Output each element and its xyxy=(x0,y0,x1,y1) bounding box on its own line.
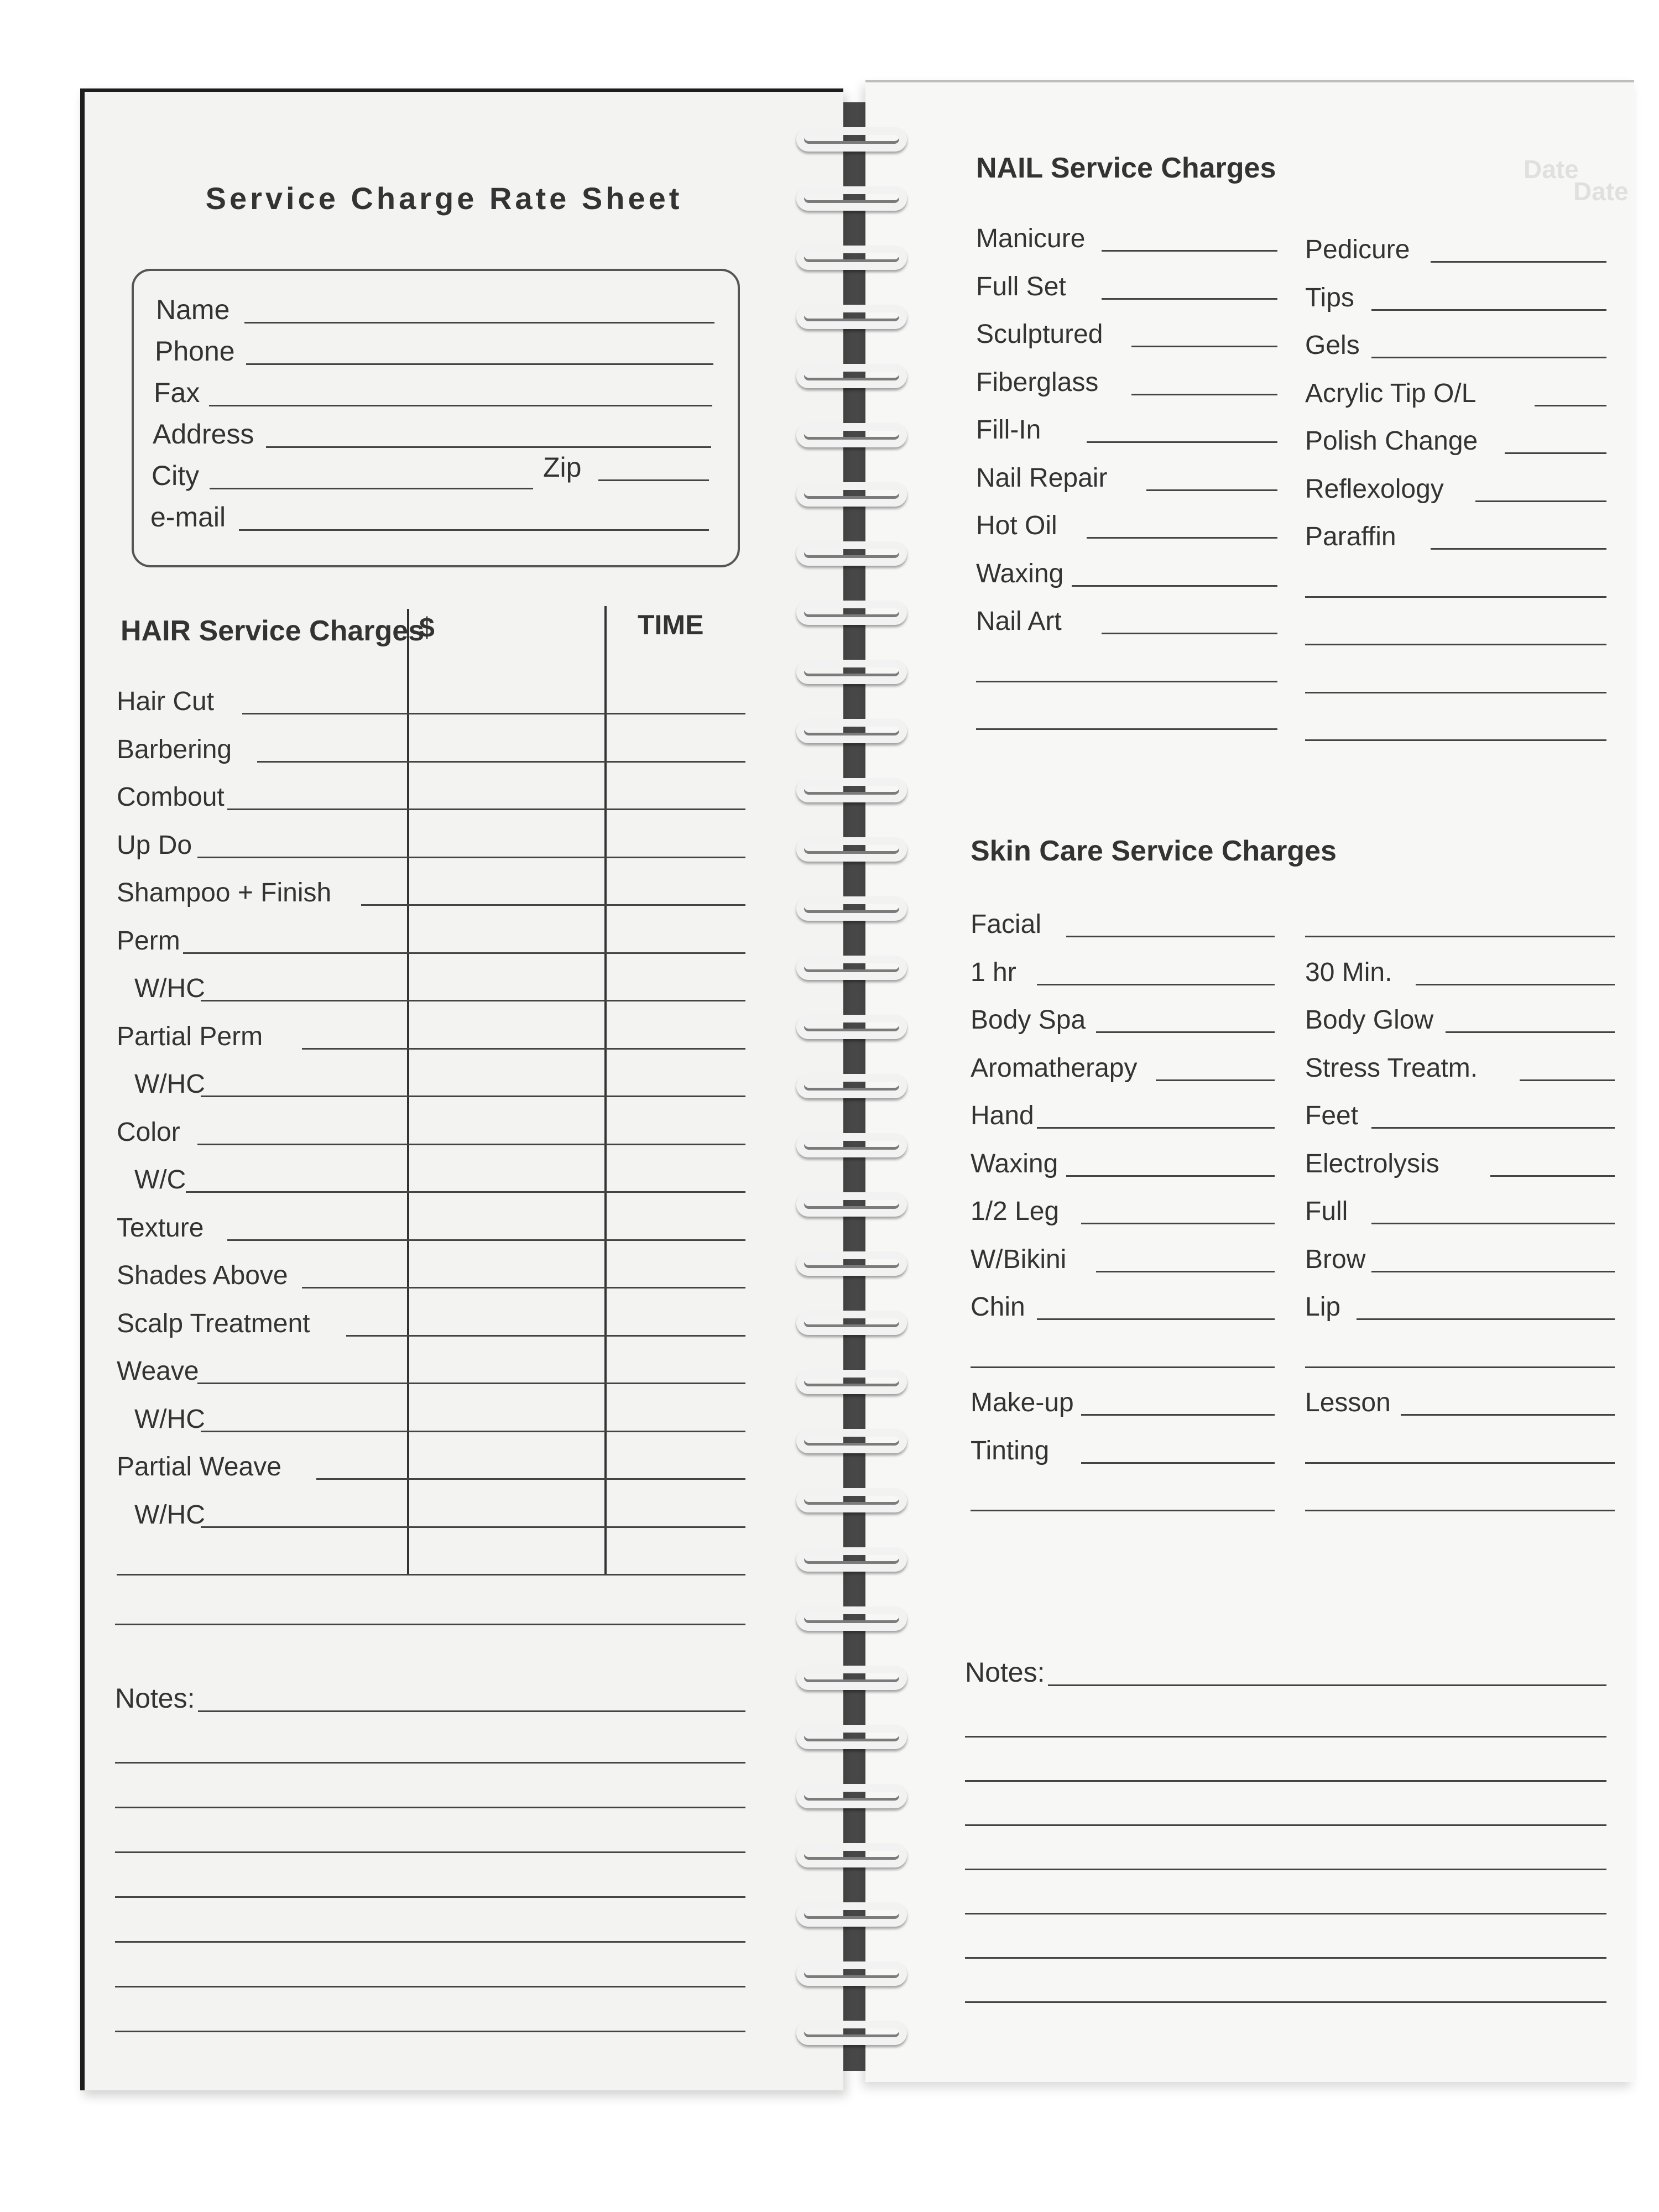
hair-service-row[interactable] xyxy=(117,1103,745,1151)
item-label: Fiberglass xyxy=(976,367,1099,397)
entry-line xyxy=(1156,1079,1275,1081)
entry-line xyxy=(1535,405,1606,406)
entry-line xyxy=(971,1366,1275,1368)
entry-line xyxy=(1371,309,1606,311)
nail-service-row[interactable] xyxy=(1305,221,1606,268)
entry-line xyxy=(1087,537,1277,539)
hair-service-row[interactable] xyxy=(117,1438,745,1485)
notes-line[interactable] xyxy=(965,1736,1606,1738)
entry-line xyxy=(1305,739,1606,741)
hair-service-row[interactable] xyxy=(117,864,745,911)
entry-line xyxy=(257,761,745,763)
entry-line xyxy=(1305,1462,1615,1464)
item-label: Aromatherapy xyxy=(971,1053,1138,1083)
nail-service-row[interactable] xyxy=(1305,316,1606,364)
item-label: Tips xyxy=(1305,283,1354,312)
hair-service-row[interactable] xyxy=(117,1008,745,1055)
skin-service-row[interactable] xyxy=(971,1230,1275,1278)
bleed-through-text: Date xyxy=(1573,177,1629,206)
skin-service-row[interactable] xyxy=(971,1039,1275,1087)
notes-line xyxy=(198,1710,745,1712)
item-label: Fill-In xyxy=(976,415,1041,445)
skin-service-row[interactable] xyxy=(971,1182,1275,1230)
spiral-ring xyxy=(796,541,907,566)
item-label: Waxing xyxy=(971,1149,1058,1178)
spiral-ring xyxy=(796,1370,907,1394)
skin-service-row[interactable] xyxy=(1305,1469,1615,1517)
notes-line[interactable] xyxy=(115,1762,745,1764)
item-label: Lesson xyxy=(1305,1388,1391,1417)
entry-line xyxy=(1102,633,1277,634)
zip-line xyxy=(598,479,709,481)
skin-service-row[interactable] xyxy=(1305,1182,1615,1230)
item-label: Tinting xyxy=(971,1436,1050,1465)
spiral-ring xyxy=(796,1133,907,1157)
skin-service-row[interactable] xyxy=(1305,1422,1615,1469)
entry-line xyxy=(201,1000,745,1001)
item-label: Brow xyxy=(1305,1244,1366,1274)
entry-line xyxy=(1305,1366,1615,1368)
phone-label: Phone xyxy=(155,336,235,367)
item-label: W/HC xyxy=(134,974,205,1003)
skin-service-row[interactable] xyxy=(1305,895,1615,943)
hair-service-row[interactable] xyxy=(134,1151,745,1198)
fax-label: Fax xyxy=(154,377,200,408)
email-label: e-mail xyxy=(150,502,226,533)
item-label: Partial Perm xyxy=(117,1021,263,1051)
nail-service-row[interactable] xyxy=(976,449,1277,497)
entry-line xyxy=(1102,250,1277,252)
entry-line xyxy=(1072,585,1277,587)
entry-line xyxy=(1131,394,1277,395)
entry-line xyxy=(1357,1318,1615,1320)
notes-line[interactable] xyxy=(115,1807,745,1808)
nail-service-row[interactable] xyxy=(976,592,1277,640)
entry-line xyxy=(1305,692,1606,693)
hair-service-row[interactable] xyxy=(134,959,745,1007)
fax-field[interactable] xyxy=(154,379,712,412)
entry-line xyxy=(1371,1127,1615,1129)
bleed-through-text: Date xyxy=(1524,155,1579,184)
spiral-ring xyxy=(796,1843,907,1867)
hair-service-row[interactable] xyxy=(117,672,745,720)
entry-line xyxy=(1102,298,1277,300)
entry-line xyxy=(1037,984,1275,985)
nail-heading: NAIL Service Charges xyxy=(976,152,1276,184)
hair-service-row[interactable] xyxy=(117,1199,745,1246)
item-label: Shades Above xyxy=(117,1261,288,1290)
entry-line xyxy=(976,681,1277,682)
nail-service-row[interactable] xyxy=(1305,460,1606,508)
spiral-ring xyxy=(796,186,907,211)
spiral-ring xyxy=(796,1015,907,1039)
entry-line xyxy=(1431,548,1606,550)
item-label: Reflexology xyxy=(1305,474,1444,504)
item-label: Barbering xyxy=(117,734,232,764)
entry-line xyxy=(183,952,745,954)
item-label: 30 Min. xyxy=(1305,957,1392,987)
spiral-ring xyxy=(796,482,907,507)
item-label: Lip xyxy=(1305,1292,1341,1322)
entry-line xyxy=(316,1478,745,1480)
item-label: Manicure xyxy=(976,224,1086,253)
spiral-ring xyxy=(796,837,907,862)
spiral-ring xyxy=(796,1192,907,1217)
spiral-ring xyxy=(796,1251,907,1276)
name-field[interactable] xyxy=(156,296,714,329)
item-label: W/HC xyxy=(134,1500,205,1530)
notes-line[interactable] xyxy=(965,1824,1606,1826)
page-title: Service Charge Rate Sheet xyxy=(205,181,683,216)
city-line xyxy=(210,488,533,489)
skin-service-row[interactable] xyxy=(971,943,1275,991)
address-label: Address xyxy=(153,419,254,450)
spiral-ring xyxy=(796,1666,907,1690)
skin-service-row[interactable] xyxy=(971,1469,1275,1517)
notes-line[interactable] xyxy=(965,1869,1606,1870)
zip-field[interactable] xyxy=(543,453,709,487)
notes-line[interactable] xyxy=(115,1896,745,1898)
spiral-ring xyxy=(796,1725,907,1749)
entry-line xyxy=(1081,1223,1275,1224)
item-label: Texture xyxy=(117,1213,204,1243)
hair-heading: HAIR Service Charges xyxy=(121,615,425,647)
entry-line xyxy=(242,713,745,714)
zip-label: Zip xyxy=(543,452,582,483)
entry-line xyxy=(201,1526,745,1528)
spiral-ring xyxy=(796,660,907,684)
nail-service-row[interactable] xyxy=(976,258,1277,305)
skin-service-row[interactable] xyxy=(971,1135,1275,1182)
nail-service-row[interactable] xyxy=(1305,364,1606,412)
item-label: Color xyxy=(117,1117,180,1147)
nail-service-row[interactable] xyxy=(976,545,1277,592)
entry-line xyxy=(1037,1127,1275,1129)
email-line xyxy=(239,529,709,531)
item-label: Feet xyxy=(1305,1101,1359,1130)
nail-service-row[interactable] xyxy=(976,305,1277,353)
entry-line xyxy=(361,904,745,906)
nail-service-row[interactable] xyxy=(976,353,1277,401)
item-label: Nail Repair xyxy=(976,463,1108,493)
hair-service-row[interactable] xyxy=(117,721,745,768)
entry-line xyxy=(1475,500,1606,502)
notes-line[interactable] xyxy=(115,1851,745,1853)
nail-service-row[interactable] xyxy=(1305,699,1606,747)
hair-service-row[interactable] xyxy=(134,1390,745,1438)
spiral-ring xyxy=(796,1606,907,1631)
entry-line xyxy=(302,1048,745,1050)
left-page xyxy=(80,88,843,2090)
nail-service-row[interactable] xyxy=(1305,269,1606,316)
spiral-ring xyxy=(796,1902,907,1927)
item-label: W/Bikini xyxy=(971,1244,1067,1274)
item-label: Weave xyxy=(117,1357,199,1386)
skin-service-row[interactable] xyxy=(971,1278,1275,1326)
item-label: W/HC xyxy=(134,1404,205,1434)
notes-line[interactable] xyxy=(965,2001,1606,2003)
entry-line xyxy=(1081,1462,1275,1464)
price-column-header: $ xyxy=(419,612,435,643)
notes-line xyxy=(1048,1684,1606,1686)
skin-service-row[interactable] xyxy=(971,1374,1275,1421)
blank-line[interactable] xyxy=(115,1624,745,1625)
address-field[interactable] xyxy=(153,420,711,453)
spiral-ring xyxy=(796,305,907,329)
skin-service-row[interactable] xyxy=(1305,1326,1615,1374)
skin-service-row[interactable] xyxy=(1305,943,1615,991)
spiral-ring xyxy=(796,719,907,743)
entry-line xyxy=(976,728,1277,730)
hair-service-row[interactable] xyxy=(134,1486,745,1533)
entry-line xyxy=(1371,1271,1615,1272)
notes-line[interactable] xyxy=(115,1986,745,1987)
right-page xyxy=(865,80,1634,2082)
skin-service-row[interactable] xyxy=(1305,1278,1615,1326)
phone-line xyxy=(246,363,713,365)
item-label: Perm xyxy=(117,926,180,956)
spiral-ring xyxy=(796,364,907,388)
fax-line xyxy=(209,405,712,406)
skin-service-row[interactable] xyxy=(971,1422,1275,1469)
entry-line xyxy=(1096,1031,1275,1033)
entry-line xyxy=(1037,1318,1275,1320)
hair-service-row[interactable] xyxy=(117,768,745,816)
entry-line xyxy=(1131,346,1277,347)
notes-line[interactable] xyxy=(965,1780,1606,1782)
name-label: Name xyxy=(156,294,230,325)
skin-heading: Skin Care Service Charges xyxy=(971,835,1337,867)
item-label: Nail Art xyxy=(976,607,1062,636)
hair-service-row[interactable] xyxy=(117,816,745,864)
entry-line xyxy=(201,1431,745,1432)
notes-line[interactable] xyxy=(115,1941,745,1943)
hair-service-row[interactable] xyxy=(117,1533,745,1581)
item-label: Full xyxy=(1305,1197,1348,1226)
entry-line xyxy=(227,1239,745,1241)
spiral-ring xyxy=(796,896,907,921)
entry-line xyxy=(1087,441,1277,443)
item-label: Shampoo + Finish xyxy=(117,878,332,907)
hair-service-row[interactable] xyxy=(117,1246,745,1294)
spiral-ring xyxy=(796,1547,907,1572)
item-label: Make-up xyxy=(971,1388,1074,1417)
item-label: Sculptured xyxy=(976,320,1103,349)
item-label: 1 hr xyxy=(971,957,1016,987)
spiral-ring xyxy=(796,1074,907,1098)
spiral-ring xyxy=(796,601,907,625)
spiral-ring xyxy=(796,246,907,270)
entry-line xyxy=(197,1144,745,1145)
entry-line xyxy=(1305,644,1606,645)
item-label: Facial xyxy=(971,910,1042,939)
entry-line xyxy=(1446,1031,1615,1033)
spiral-ring xyxy=(796,1311,907,1335)
entry-line xyxy=(302,1287,745,1288)
entry-line xyxy=(1066,1175,1275,1177)
entry-line xyxy=(1146,489,1277,491)
spiral-ring xyxy=(796,1488,907,1512)
item-label: W/C xyxy=(134,1165,186,1194)
spiral-ring xyxy=(796,956,907,980)
nail-service-row[interactable] xyxy=(1305,556,1606,603)
nail-service-row[interactable] xyxy=(1305,651,1606,699)
item-label: Scalp Treatment xyxy=(117,1308,310,1338)
item-label: Waxing xyxy=(976,559,1064,588)
entry-line xyxy=(1305,1510,1615,1511)
item-label: Hand xyxy=(971,1101,1034,1130)
item-label: Combout xyxy=(117,782,225,812)
item-label: Paraffin xyxy=(1305,522,1396,551)
entry-line xyxy=(1371,1223,1615,1224)
notes-field[interactable] xyxy=(965,1658,1606,1692)
notes-label: Notes: xyxy=(965,1657,1045,1688)
item-label: Stress Treatm. xyxy=(1305,1053,1478,1083)
item-label: Electrolysis xyxy=(1305,1149,1439,1178)
item-label: Acrylic Tip O/L xyxy=(1305,378,1477,408)
entry-line xyxy=(1305,596,1606,598)
phone-field[interactable] xyxy=(155,337,713,371)
skin-service-row[interactable] xyxy=(1305,1230,1615,1278)
entry-line xyxy=(1490,1175,1615,1177)
nail-service-row[interactable] xyxy=(976,401,1277,448)
nail-service-row[interactable] xyxy=(1305,412,1606,460)
item-label: Gels xyxy=(1305,331,1360,360)
skin-service-row[interactable] xyxy=(971,1087,1275,1134)
entry-line xyxy=(1371,357,1606,358)
city-field[interactable] xyxy=(152,462,533,495)
entry-line xyxy=(1081,1414,1275,1416)
notes-line[interactable] xyxy=(965,1957,1606,1959)
entry-line xyxy=(1401,1414,1615,1416)
spiral-ring xyxy=(796,1784,907,1808)
nail-service-row[interactable] xyxy=(1305,508,1606,555)
hair-service-row[interactable] xyxy=(117,1342,745,1390)
skin-service-row[interactable] xyxy=(1305,991,1615,1039)
item-label: Full Set xyxy=(976,272,1066,301)
item-label: Body Glow xyxy=(1305,1005,1434,1035)
hair-service-row[interactable] xyxy=(117,1295,745,1342)
item-label: Hair Cut xyxy=(117,687,215,716)
item-label: Partial Weave xyxy=(117,1452,281,1481)
nail-service-row[interactable] xyxy=(976,688,1277,735)
hair-service-row[interactable] xyxy=(134,1055,745,1103)
entry-line xyxy=(227,808,745,810)
notes-line[interactable] xyxy=(115,2031,745,2032)
notes-field[interactable] xyxy=(115,1684,745,1718)
item-label: Hot Oil xyxy=(976,511,1057,540)
item-label: 1/2 Leg xyxy=(971,1197,1060,1226)
email-field[interactable] xyxy=(150,503,709,536)
skin-service-row[interactable] xyxy=(1305,1135,1615,1182)
spiral-ring xyxy=(796,1429,907,1453)
entry-line xyxy=(346,1335,745,1337)
entry-line xyxy=(117,1574,745,1575)
item-label: Chin xyxy=(971,1292,1025,1322)
nail-service-row[interactable] xyxy=(976,210,1277,257)
entry-line xyxy=(197,857,745,858)
spiral-ring xyxy=(796,127,907,152)
nail-service-row[interactable] xyxy=(976,640,1277,688)
entry-line xyxy=(201,1095,745,1097)
notes-line[interactable] xyxy=(965,1913,1606,1914)
entry-line xyxy=(197,1383,745,1384)
entry-line xyxy=(1431,261,1606,263)
item-label: Polish Change xyxy=(1305,426,1478,456)
item-label: Up Do xyxy=(117,830,192,860)
nail-service-row[interactable] xyxy=(976,497,1277,544)
contact-box xyxy=(132,269,740,567)
item-label: Body Spa xyxy=(971,1005,1086,1035)
entry-line xyxy=(1305,936,1615,937)
entry-line xyxy=(1416,984,1615,985)
item-label: Pedicure xyxy=(1305,235,1410,264)
skin-service-row[interactable] xyxy=(971,895,1275,943)
hair-service-row[interactable] xyxy=(117,912,745,959)
entry-line xyxy=(1066,936,1275,937)
spiral-ring xyxy=(796,778,907,802)
skin-service-row[interactable] xyxy=(971,991,1275,1039)
entry-line xyxy=(971,1510,1275,1511)
address-line xyxy=(266,446,711,448)
skin-service-row[interactable] xyxy=(1305,1087,1615,1134)
entry-line xyxy=(1520,1079,1615,1081)
spiral-ring xyxy=(796,2021,907,2045)
item-label: W/HC xyxy=(134,1070,205,1099)
skin-service-row[interactable] xyxy=(971,1326,1275,1374)
skin-service-row[interactable] xyxy=(1305,1039,1615,1087)
spiral-ring xyxy=(796,1961,907,1986)
spiral-ring xyxy=(796,423,907,447)
entry-line xyxy=(1096,1271,1275,1272)
city-label: City xyxy=(152,460,200,491)
time-column-header: TIME xyxy=(638,609,704,640)
nail-service-row[interactable] xyxy=(1305,603,1606,651)
name-line xyxy=(244,322,714,324)
skin-service-row[interactable] xyxy=(1305,1374,1615,1421)
entry-line xyxy=(186,1191,745,1193)
entry-line xyxy=(1505,452,1606,454)
notes-label: Notes: xyxy=(115,1683,195,1714)
